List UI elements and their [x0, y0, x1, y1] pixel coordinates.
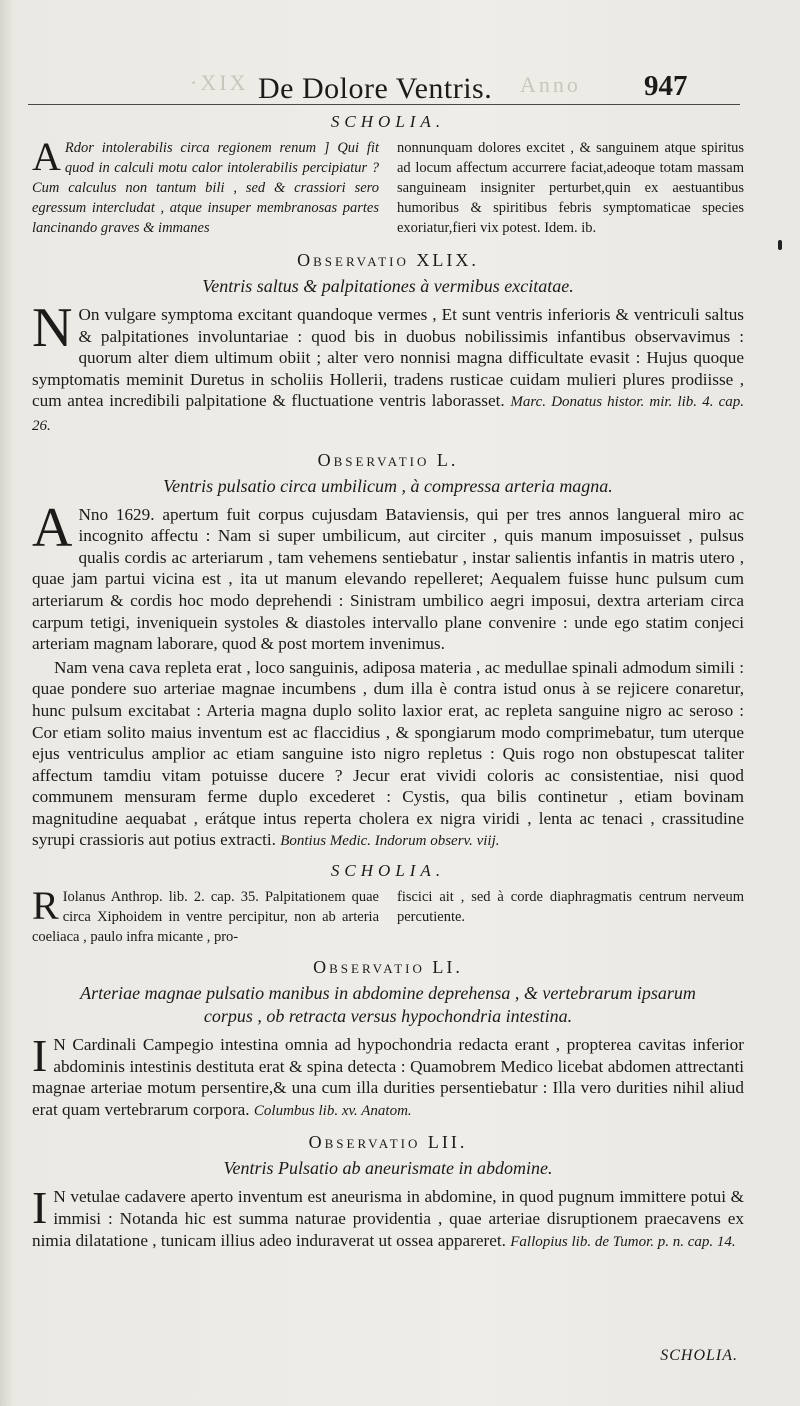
drop-cap: R — [32, 883, 59, 929]
ink-speck — [778, 240, 782, 250]
observation-body: N vetulae cadavere aperto inventum est aneurisma in abdomine, in quod pugnum immittere potui & immisi : Notanda hic est summa naturae providentia , quae arteriae disruptionem praecavens ex nimia dilatatione , tunicam illius adeo induraverat ut ossea appareret. — [32, 1187, 744, 1250]
page-number: 947 — [644, 70, 688, 102]
drop-cap: A — [32, 134, 61, 179]
page-header — [0, 66, 800, 106]
scholia-columns — [32, 883, 744, 947]
scholia-left-text: Rdor intolerabilis circa regionem renum ] Qui fit quod in calculi motu calor intolerabilis percipiatur ? Cum calculus non tantum bili , sed & crassiori sero egressum intercludat , atque insuper membranosas partes lancinando graves & immanes — [32, 140, 379, 236]
catchword: SCHOLIA. — [660, 1347, 738, 1364]
scholia-left-column — [32, 134, 379, 238]
observation-body: Nno 1629. apertum fuit corpus cujusdam Bataviensis, qui per tres annos langueral miro ac incognito affectu : Nam si super umbilicum, aut circiter , quis manum imposuisset , pulsus qualis cordis ac arteriarum , tam vehemens sentiebatur , instar salientis infantis in matris utero , quae jam partui vicina est , ita ut manum elevando repelleret; Aequalem fuisse hunc pulsum cum arteriarum & cordis hoc modo deprehendi : Sinistram umbilico aegri imposui, dextra arteriam circa carpum tetigi, inveniquein systoles & diastoles intervallo plane convenire : unde ego statim conjeci arteriam magnam laborare, quod & post mortem invenimus. — [32, 504, 744, 654]
observation-heading: Observatio L. — [317, 449, 459, 470]
observation-heading: Observatio XLIX. — [297, 250, 479, 270]
observation-text — [32, 297, 744, 438]
drop-cap: A — [32, 496, 73, 559]
bleed-through: ·XIX — [190, 70, 249, 95]
observation-text — [32, 496, 744, 655]
scholia-left-text: Iolanus Anthrop. lib. 2. cap. 35. Palpitationem quae circa Xiphoidem in ventre percipitur, non ab arteria coeliaca , paulo infra micante , pro- — [32, 889, 379, 946]
citation: Bontius Medic. Indorum observ. viij. — [280, 833, 500, 850]
observation-text — [32, 657, 744, 853]
citation: Marc. Donatus histor. mir. lib. 4. cap. 26. — [32, 394, 744, 434]
observation-title: Arteriae magnae pulsatio manibus in abdomine deprehensa , & vertebrarum ipsarum corpus , ob retracta versus hypochondria intestina. — [80, 983, 696, 1027]
observation-body: N Cardinali Campegio intestina omnia ad hypochondria redacta erant , propterea cavitas inferior abdominis intestinis destituta erat & spina detecta : Quamobrem Medico licebat abdomen attrectanti magnae arteriae motum persentire,& una cum illa durities persentiebatur : Illa vero durities nihil aliud erat quam vertebrarum corpora. — [32, 1035, 744, 1119]
drop-cap: I — [32, 1030, 48, 1082]
observation-heading: Observatio LI. — [313, 957, 463, 978]
observation-body: Nam vena cava repleta erat , loco sanguinis, adiposa materia , ac medullae spinali admodum simili : quae pondere suo arteriae magnae incumbens , dum illa è contra istud onus à se rejicere conaretur, hunc pulsum excitabat : Arteria magna duplo solito laxior erat, ac repleta sanguine nigro ac seroso : Cor etiam solito maius inventum est ac flaccidius , & spongiarum modo comprimebatur, tum uterque ejus ventriculus amplior ac etiam sanguine isto nigro repletus : Quis rogo non obstupescat taliter affectum tamdiu vitam potuisse ducere ? Jecur erat vividi coloris ac consistentiae, nisi quod communem mensuram ferme duplo excederet : Cystis, qua bilis continetur , etiam bovinam magnitudine aequabat , erátque intus reperta cholera ex nigra viridi , lenta ac tenaci , crassitudine syrupi crassioris aut potius extracti. — [32, 657, 744, 850]
citation: Columbus lib. xv. Anatom. — [253, 1102, 412, 1119]
page-body — [32, 112, 744, 1253]
scholia-columns — [32, 134, 744, 238]
scholia-heading: SCHOLIA. — [330, 112, 446, 131]
observation-title: Ventris Pulsatio ab aneurismate in abdomine. — [223, 1158, 553, 1179]
observation-text — [32, 1030, 744, 1122]
drop-cap: I — [32, 1182, 48, 1234]
observation-text — [32, 1182, 744, 1253]
observation-body: On vulgare symptoma excitant quandoque vermes , Et sunt ventris inferioris & ventriculi saltus & palpitationes involuntariae : quod bis in duobus nobilissimis infantibus observavimus : quorum alter diem ultimum obiit ; alter vero nonnisi magna difficultate evasit : Hujus quoque symptomatis meminit Duretus in scholiis Hollerii, tradens rusticae cuidam mulieri plures prodiisse , cum antea incredibili palpitatione & fluctuatione ventris laborasset. — [32, 305, 744, 411]
scholia-right-column: fiscici ait , sed à corde diaphragmatis centrum nerveum percutiente. — [397, 889, 744, 926]
observation-title: Ventris pulsatio circa umbilicum , à compressa arteria magna. — [163, 475, 613, 496]
bleed-through: Anno — [520, 72, 581, 97]
scholia-left-column — [32, 883, 379, 947]
observation-heading: Observatio LII. — [308, 1132, 468, 1153]
observation-title: Ventris saltus & palpitationes à vermibus excitatae. — [202, 276, 574, 296]
running-title: De Dolore Ventris. — [258, 72, 493, 105]
drop-cap: N — [32, 297, 73, 359]
citation: Fallopius lib. de Tumor. p. n. cap. 14. — [510, 1233, 736, 1250]
header-rule — [28, 104, 740, 105]
scholia-right-column: nonnunquam dolores excitet , & sanguinem atque spiritus ad locum affectum accurrere faciat,adeoque totam massam sanguineam insigniter perturbet,quin ex aestuantibus humoribus & spiritibus febris symptomaticae species exoriatur,fieri vix potest. Idem. ib. — [397, 140, 744, 236]
scholia-heading: SCHOLIA. — [330, 861, 446, 881]
